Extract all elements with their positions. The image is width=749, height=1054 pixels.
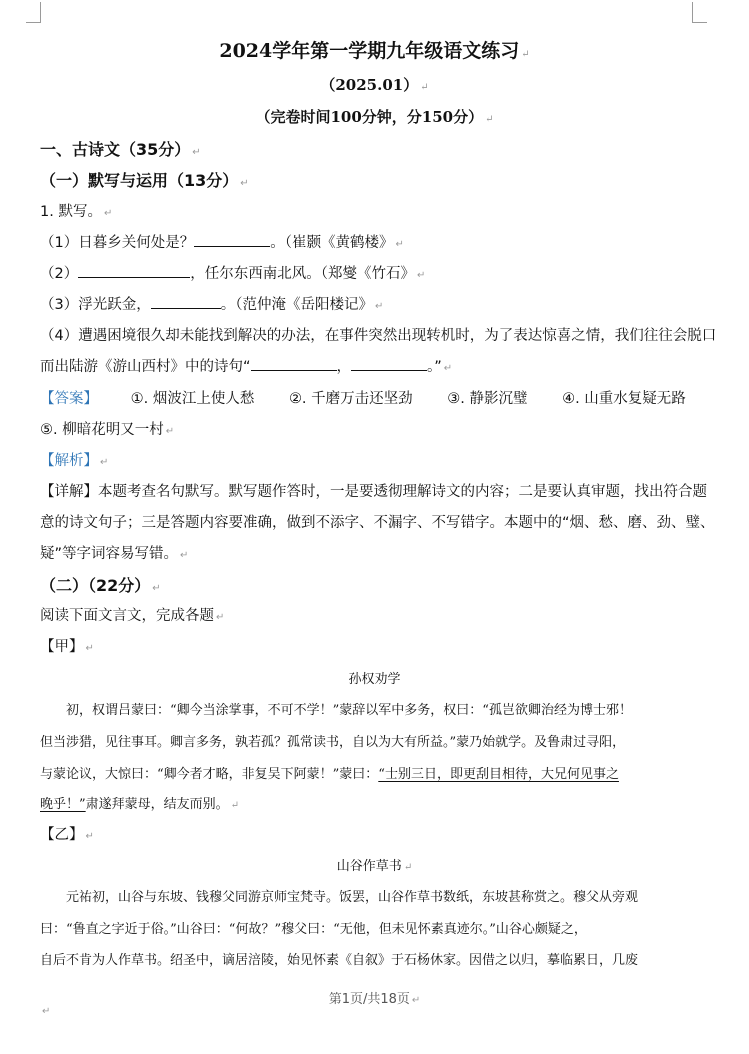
title-text: 2024学年第一学期九年级语文练习 xyxy=(219,40,520,62)
passage-jia-line-2 xyxy=(40,731,709,750)
answer-item-4: ④. 山重水复疑无路 xyxy=(562,391,686,407)
question-text: 。” xyxy=(427,359,442,375)
section-heading-text: 一、古诗文（35分） xyxy=(40,140,191,159)
answer-blank xyxy=(151,294,221,309)
question-1-4-line-1 xyxy=(40,324,717,345)
question-1-3 xyxy=(40,293,709,314)
page-corner-mark-right xyxy=(692,2,707,23)
answer-item-5: ⑤. 柳暗花明又一村 xyxy=(40,422,164,438)
subsection-heading-1 xyxy=(40,168,709,191)
exam-info-text: （完卷时间100分钟，分150分） xyxy=(255,108,484,126)
underlined-passage-text: 晚乎！” xyxy=(40,797,86,812)
detail-line-1 xyxy=(40,480,709,501)
paragraph-mark-icon: ↵ xyxy=(403,862,413,873)
paragraph-mark-icon: ↵ xyxy=(411,995,421,1006)
paragraph-mark-icon: ↵ xyxy=(85,643,94,654)
detail-line-3 xyxy=(40,542,709,563)
section-heading xyxy=(40,137,709,160)
answer-blank xyxy=(78,263,190,278)
paragraph-mark-icon: ↵ xyxy=(100,457,109,468)
paragraph-mark-icon: ↵ xyxy=(216,612,225,623)
question-1-4-line-2 xyxy=(40,355,709,376)
paragraph-mark-icon: ↵ xyxy=(152,583,161,594)
reading-intro xyxy=(40,604,709,625)
paragraph-mark-icon: ↵ xyxy=(230,800,240,811)
detail-text: 疑”等字词容易写错。 xyxy=(40,546,179,562)
question-text: ， xyxy=(336,359,352,375)
passage-label-text: 【乙】 xyxy=(40,827,84,843)
passage-yi-line-3 xyxy=(40,949,709,968)
detail-line-2 xyxy=(40,511,715,532)
paragraph-mark-icon: ↵ xyxy=(420,82,429,93)
passage-text: 肃遂拜蒙母，结友而别。 xyxy=(85,797,229,812)
paragraph-mark-icon: ↵ xyxy=(395,239,404,250)
question-1-2 xyxy=(40,262,709,283)
passage-label-text: 【甲】 xyxy=(40,639,84,655)
paragraph-mark-icon: ↵ xyxy=(521,49,530,60)
paragraph-mark-icon: ↵ xyxy=(192,147,201,158)
analysis-label-text: 【解析】 xyxy=(40,453,98,469)
paragraph-mark-icon: ↵ xyxy=(85,831,94,842)
passage-text: 初，权谓吕蒙曰：“卿今当涂掌事，不可不学！”蒙辞以军中多务，权曰：“孤岂欲卿治经为博士邪！ xyxy=(66,703,632,718)
underlined-passage-text: “士别三日，即更刮目相待，大兄何见事之 xyxy=(378,767,619,782)
answer-blank xyxy=(194,232,270,247)
document-title xyxy=(0,36,749,63)
answer-item-2: ②. 千磨万击还坚劲 xyxy=(288,391,413,407)
passage-text: 曰：“鲁直之字近于俗。”山谷曰：“何故？”穆父曰：“无他，但未见怀素真迹尔。”山谷心颇疑之， xyxy=(40,922,587,937)
document-date xyxy=(0,74,749,95)
passage-title-text: 山谷作草书 xyxy=(336,859,402,874)
answer-blank xyxy=(251,356,337,371)
passage-yi-label xyxy=(40,823,709,844)
question-text: 。（范仲淹《岳阳楼记》 xyxy=(220,297,373,313)
passage-jia-line-1 xyxy=(40,699,709,718)
reading-intro-text: 阅读下面文言文，完成各题 xyxy=(40,608,214,624)
paragraph-mark-icon: ↵ xyxy=(485,114,494,125)
paragraph-mark-icon: ↵ xyxy=(443,363,453,374)
question-text: （1）日暮乡关何处是？ xyxy=(40,235,195,251)
page-footer xyxy=(0,988,749,1007)
passage-jia-title xyxy=(0,668,749,687)
passage-title-text: 孙权劝学 xyxy=(348,672,401,687)
paragraph-mark-icon: ↵ xyxy=(42,1006,51,1017)
detail-text: 意的诗文句子；三是答题内容要准确，做到不添字、不漏字、不写错字。本题中的“烟、愁、磨、劲、璧、 xyxy=(40,515,715,531)
question-text: 。（崔颢《黄鹤楼》 xyxy=(270,235,394,251)
answer-item-1: ①. 烟波江上使人愁 xyxy=(130,391,255,407)
paragraph-mark-icon: ↵ xyxy=(103,208,113,219)
answer-label: 【答案】 xyxy=(40,391,98,407)
exam-info xyxy=(0,106,749,127)
paragraph-mark-icon: ↵ xyxy=(180,550,189,561)
passage-yi-title xyxy=(0,855,749,874)
paragraph-mark-icon: ↵ xyxy=(240,178,249,189)
passage-text: 但当涉猎，见往事耳。卿言多务，孰若孤？孤常读书，自以为大有所益。”蒙乃始就学。及鲁肃过寻阳， xyxy=(40,735,626,750)
answer-blank xyxy=(351,356,427,371)
question-1-label xyxy=(40,200,709,221)
answer-row-2 xyxy=(40,418,709,439)
passage-text: 与蒙论议，大惊曰：“卿今者才略，非复吴下阿蒙！”蒙曰： xyxy=(40,767,379,782)
question-text: （4）遭遇困境很久却未能找到解决的办法，在事件突然出现转机时，为了表达惊喜之情，我们往往会脱口 xyxy=(40,328,717,344)
page-corner-mark-left xyxy=(26,2,41,23)
question-text: （3）浮光跃金， xyxy=(40,297,151,313)
answer-item-3: ③. 静影沉璧 xyxy=(447,391,528,407)
question-label-text: 1. 默写。 xyxy=(40,204,102,220)
answer-row xyxy=(40,387,709,408)
passage-yi-line-1 xyxy=(40,886,709,905)
passage-jia-label xyxy=(40,635,709,656)
subsection-heading-2 xyxy=(40,573,709,596)
paragraph-mark-icon: ↵ xyxy=(165,426,175,437)
page-number: 第1页/共18页 xyxy=(328,992,410,1007)
date-text: （2025.01） xyxy=(320,76,419,94)
question-text: ，任尔东西南北风。（郑燮《竹石》 xyxy=(190,266,415,282)
passage-jia-line-3 xyxy=(40,763,709,782)
passage-jia-line-4 xyxy=(40,793,709,812)
question-1-1 xyxy=(40,231,709,252)
passage-yi-line-2 xyxy=(40,918,709,937)
passage-text: 元祐初，山谷与东坡、钱穆父同游京师宝梵寺。饭罢，山谷作草书数纸，东坡甚称赏之。穆父从旁观 xyxy=(66,890,639,905)
analysis-label xyxy=(40,449,709,470)
subsection-heading-text: （一）默写与运用（13分） xyxy=(40,171,239,190)
question-text: 而出陆游《游山西村》中的诗句“ xyxy=(40,359,251,375)
passage-text: 自后不肯为人作草书。绍圣中，谪居涪陵，始见怀素《自叙》于石杨休家。因借之以归，摹临累日，几废 xyxy=(40,953,639,968)
detail-text: 【详解】本题考查名句默写。默写题作答时，一是要透彻理解诗文的内容；二是要认真审题，找出符合题 xyxy=(40,484,707,500)
question-text: （2） xyxy=(40,266,79,282)
paragraph-mark-icon: ↵ xyxy=(416,270,426,281)
subsection-heading-text: （二）（22分） xyxy=(40,576,151,595)
paragraph-mark-icon: ↵ xyxy=(374,301,384,312)
